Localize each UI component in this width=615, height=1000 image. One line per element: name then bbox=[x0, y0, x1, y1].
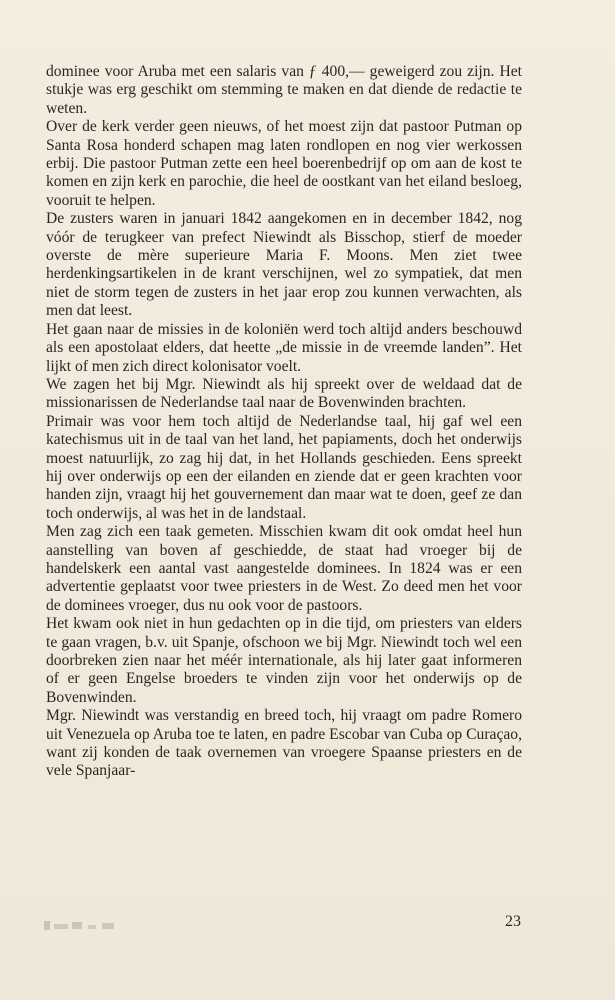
paragraph-3: De zusters waren in januari 1842 aangekomen en in december 1842, nog vóór de terugkeer van prefect Niewindt als Bisschop, stierf de moeder overste de mère superieure Maria F. Moons. Men ziet twee herdenkingsartikelen in de krant verschijnen, wel zo sympatiek, dat men niet de storm tegen de zusters in het jaar erop zou kunnen verwachten, als men dat leest. bbox=[46, 210, 522, 320]
library-stamp-smudge bbox=[42, 918, 132, 934]
paragraph-7: Men zag zich een taak gemeten. Misschien kwam dit ook omdat heel hun aanstelling van boven af geschiedde, de staat had vroeger bij de handelskerk een aantal vast aangestelde dominees. In 1824 was er een advertentie geplaatst voor twee priesters in de West. Zo deed men het voor de dominees vroeger, dus nu ook voor de pastoors. bbox=[46, 523, 522, 614]
paragraph-1: dominee voor Aruba met een salaris van ƒ 400,— geweigerd zou zijn. Het stukje was erg geschikt om stemming te maken en dat diende de redactie te weten. bbox=[46, 63, 522, 117]
paragraph-6: Primair was voor hem toch altijd de Nederlandse taal, hij gaf wel een katechismus uit in de taal van het land, het papiaments, doch het onderwijs moest natuurlijk, zo zag hij dat, in het Hollands geschieden. Eens spreekt hij over onderwijs op een der eilanden en ziende dat er geen krachten voor handen zijn, vraagt hij het gouvernement dan maar wat te doen, geef ze dan toch onderwijs, al was het in de landstaal. bbox=[46, 412, 522, 522]
paragraph-5: We zagen het bij Mgr. Niewindt als hij spreekt over de weldaad dat de missionarissen de Nederlandse taal naar de Bovenwinden brachten. bbox=[46, 375, 522, 412]
paragraph-9: Mgr. Niewindt was verstandig en breed toch, hij vraagt om padre Romero uit Venezuela op Aruba toe te laten, en padre Escobar van Cuba op Curaçao, want zij konden de taak overnemen van vroegere Spaanse priesters en de vele Spanjaar- bbox=[46, 707, 522, 780]
body-text bbox=[46, 63, 522, 781]
page-number: 23 bbox=[505, 913, 521, 930]
paragraph-4: Het gaan naar de missies in de koloniën werd toch altijd anders beschouwd als een apostolaat elders, dat heette „de missie in de vreemde landen”. Het lijkt of men zich direct kolonisator voelt. bbox=[46, 320, 522, 375]
paragraph-2: Over de kerk verder geen nieuws, of het moest zijn dat pastoor Putman op Santa Rosa honderd schapen mag laten rondlopen en nog vier werkossen erbij. Die pastoor Putman zette een heel boerenbedrijf op om aan de kost te komen en zijn kerk en parochie, die heel de oostkant van het eiland besloeg, vooruit te helpen. bbox=[46, 118, 522, 209]
paragraph-8: Het kwam ook niet in hun gedachten op in die tijd, om priesters van elders te gaan vragen, b.v. uit Spanje, ofschoon we bij Mgr. Niewindt toch wel een doorbreken zien naar het méér internationale, als hij later gaat informeren of er geen Engelse broeders te vinden zijn voor het onderwijs op de Bovenwinden. bbox=[46, 615, 522, 706]
